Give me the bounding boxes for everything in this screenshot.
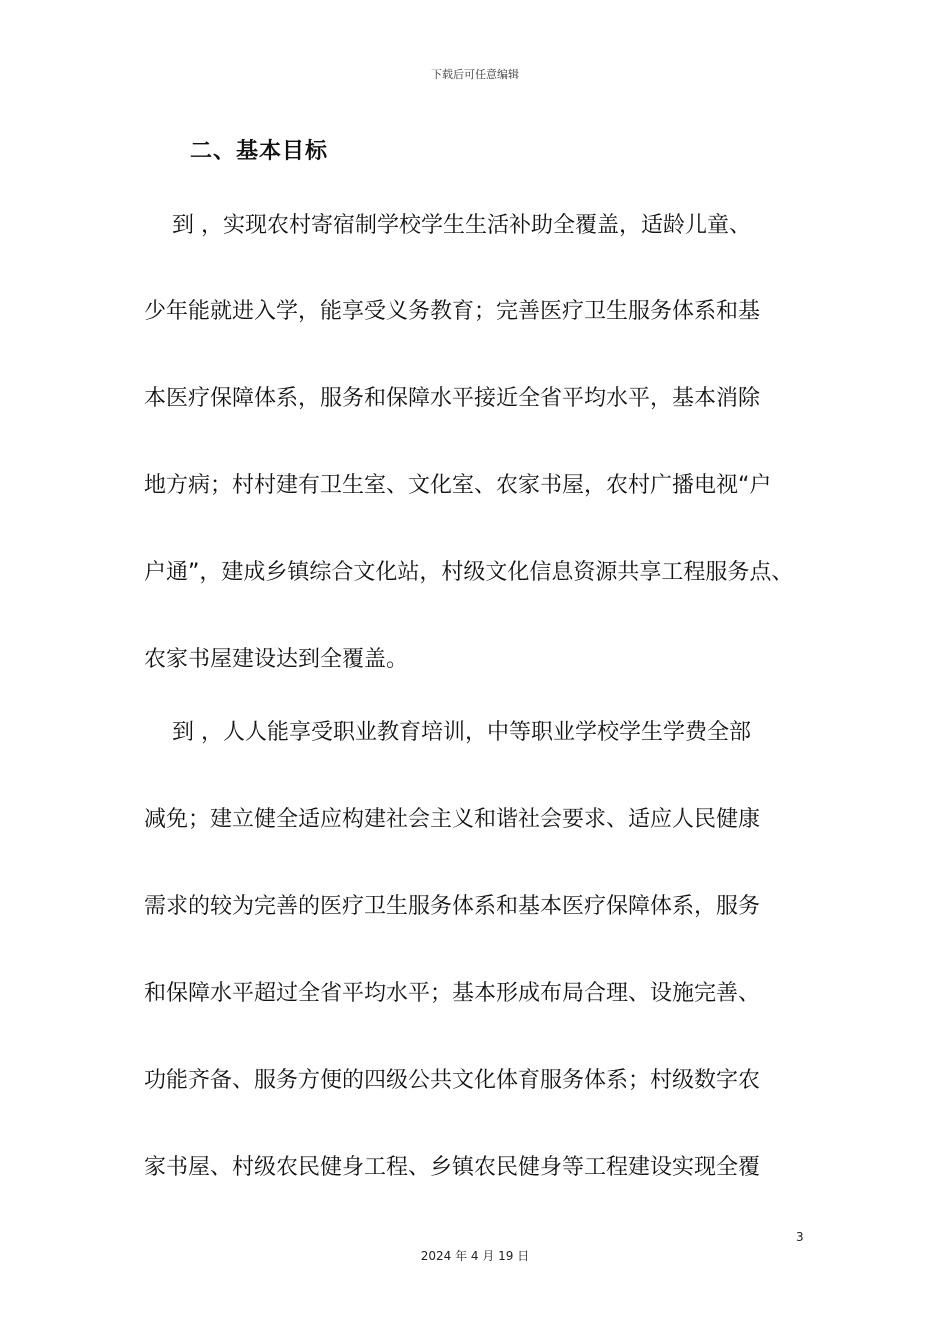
body-line: 家书屋、村级农民健身工程、乡镇农民健身等工程建设实现全覆 (144, 1155, 761, 1180)
body-line: 户通”，建成乡镇综合文化站，村级文化信息资源共享工程服务点、 (144, 560, 794, 585)
body-line: 本医疗保障体系，服务和保障水平接近全省平均水平，基本消除 (144, 386, 761, 411)
body-line: 少年能就进入学，能享受义务教育；完善医疗卫生服务体系和基 (144, 299, 761, 324)
body-line: 地方病；村村建有卫生室、文化室、农家书屋，农村广播电视“户 (144, 473, 772, 498)
footer-date: 2024 年 4 月 19 日 (420, 1249, 530, 1263)
body-line: 减免；建立健全适应构建社会主义和谐社会要求、适应人民健康 (144, 807, 761, 832)
page-number: 3 (796, 1230, 804, 1244)
page-header: 下载后可任意编辑 (431, 68, 519, 81)
body-line: 到 ，人人能享受职业教育培训，中等职业学校学生学费全部 (144, 720, 751, 745)
body-line: 和保障水平超过全省平均水平；基本形成布局合理、设施完善、 (144, 981, 761, 1006)
body-line: 功能齐备、服务方便的四级公共文化体育服务体系；村级数字农 (144, 1068, 761, 1093)
body-line: 到 ，实现农村寄宿制学校学生生活补助全覆盖，适龄儿童、 (144, 213, 751, 238)
body-line: 需求的较为完善的医疗卫生服务体系和基本医疗保障体系，服务 (144, 894, 761, 919)
section-heading: 二、基本目标 (190, 139, 329, 164)
body-line: 农家书屋建设达到全覆盖。 (144, 647, 409, 672)
